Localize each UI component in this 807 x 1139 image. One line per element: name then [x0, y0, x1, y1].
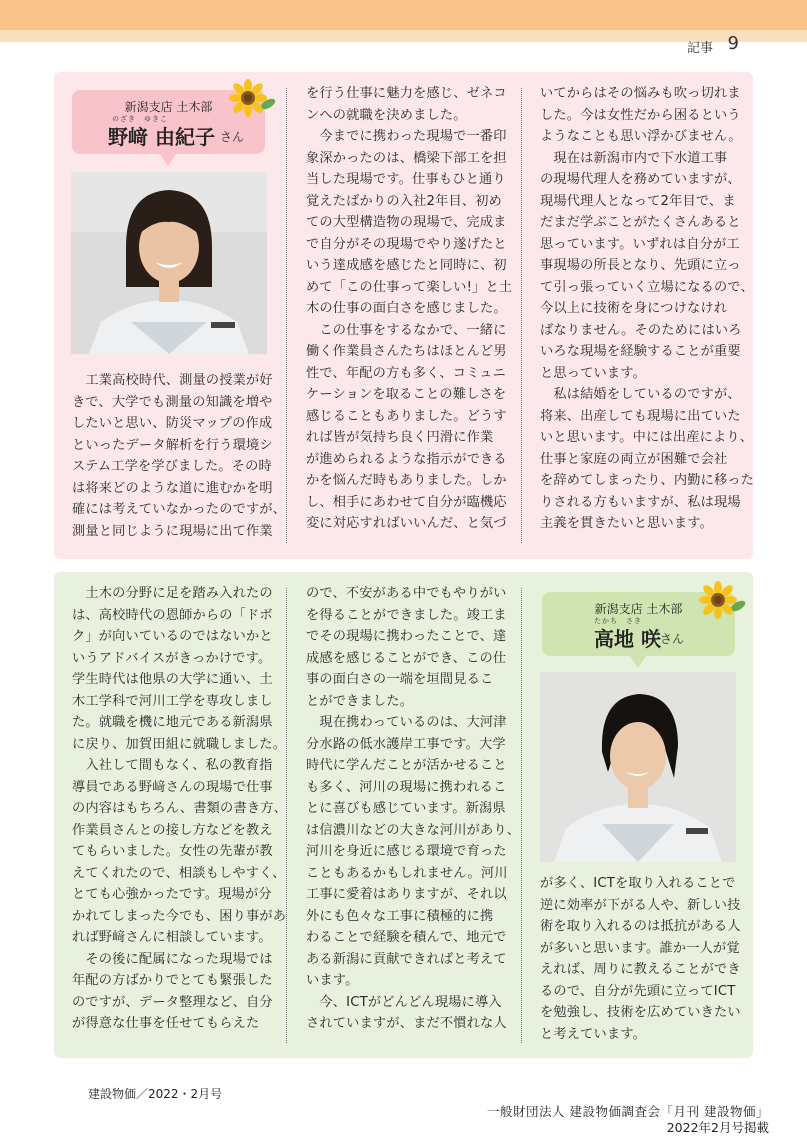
affiliation-1: 新潟支店 土木部 — [124, 100, 213, 114]
footer-publisher: 一般財団法人 建設物価調査会「月刊 建設物価」 — [487, 1104, 769, 1119]
footer-publication: 建設物価／2022・2月号 — [88, 1087, 223, 1101]
column-divider — [521, 88, 522, 543]
article1-column-1: 工業高校時代、測量の授業が好 きで、大学でも測量の知識を増や したいと思い、防災マップの作成 といったデータ解析を行う環境シ ステム工学を学びました。その時 は将来どのような道に進むかを明 確には考えていなかったのですが、 測量と同じように現場に出て作業 — [72, 373, 287, 539]
sunflower-icon — [696, 580, 746, 620]
article1-column-3: いてからはその悩みも吹っ切れま した。今は女性だから困るという ようなことも思い浮かびません。 現在は新潟市内で下水道工事 の現場代理人を務めていますが、 現場代理人となって2年目で、ま だまだ学ぶことがたくさんあると 思っています。いずれは自分が工 事現場の所長となり、先頭に立っ て引っ張っていく立場になるので、 今以上に技術を身につけなけれ ばなりません。そのためにはいろ いろな現場を経験することが重要 と思っています。 私は結婚をしているのですが、 将来、出産しても現場に出ていた いと思います。中には出産により、 仕事と家庭の両立が困難で会社 を辞めてしまったり、内勤に移った りされる方もいますが、私は現場 主義を貫きたいと思います。 — [540, 86, 755, 531]
article2-column-1: 土木の分野に足を踏み入れたの は、高校時代の恩師からの「ドボ ク」が向いているのではないかと いうアドバイスがきっかけです。 学生時代は他県の大学に通い、土 木工学科で河川工学を専攻しまし た。就職を機に地元である新潟県 に戻り、加賀田組に就職しました。 入社して間もなく、私の教育指 導員である野﨑さんの現場で仕事 の内容はもちろん、書類の書き方、 作業員さんとの接し方などを教え てもらいました。女性の先輩が教 えてくれたので、相談もしやすく、 とても心強かったです。現場が分 かれてしまった今でも、困り事があ れば野﨑さんに相談しています。 その後に配属になった現場では 年配の方ばかりでとても緊張した のですが、データ整理など、自分 が得意な仕事を任せてもらえた — [72, 586, 287, 1031]
top-color-band-light — [0, 30, 807, 42]
name-ruby-1: のざき ゆきこ — [112, 115, 168, 123]
page-number: 9 — [727, 33, 739, 54]
person-name-2: 高地 咲 — [594, 627, 661, 651]
sunflower-icon — [226, 78, 276, 118]
name-ruby-2: たかち さき — [594, 617, 642, 625]
column-divider — [521, 588, 522, 1043]
portrait-photo-1 — [71, 172, 267, 354]
honorific-2: さん — [660, 632, 685, 646]
footer-issue: 2022年2月号掲載 — [666, 1120, 769, 1135]
article2-column-3: が多く、ICTを取り入れることで 逆に効率が下がる人や、新しい技 術を取り入れるのは抵抗がある人 が多いと思います。誰か一人が覚 えれば、周りに教えることができ るので、自分が先頭に立ってICT を勉強し、技術を広めていきたい と考えています。 — [540, 876, 741, 1042]
section-label: 記事 — [686, 41, 713, 56]
nameplate-tail-1 — [160, 154, 176, 166]
portrait-photo-2 — [540, 672, 736, 862]
person-name-1: 野﨑 由紀子 — [108, 125, 215, 149]
top-color-band — [0, 0, 807, 30]
affiliation-2: 新潟支店 土木部 — [594, 602, 683, 616]
article2-column-2: ので、不安がある中でもやりがい を得ることができました。竣工ま でその現場に携わったことで、達 成感を感じることができ、この仕 事の面白さの一端を垣間見るこ とができました。 現在携わっているのは、大河津 分水路の低水護岸工事です。大学 時代に学んだことが活かせること も多く、河川の現場に携われるこ とに喜びも感じています。新潟県 は信濃川などの大きな河川があり、 河川を身近に感じる環境で育った こともあるかもしれません。河川 工事に愛着はありますが、それ以 外にも色々な工事に積極的に携 わることで経験を積んで、地元で ある新潟に貢献できればと考えて います。 今、ICTがどんどん現場に導入 されていますが、まだ不慣れな人 — [306, 586, 521, 1031]
article1-column-2: を行う仕事に魅力を感じ、ゼネコ ンへの就職を決めました。 今までに携わった現場で一番印 象深かったのは、橋梁下部工を担 当した現場です。仕事もひと通り 覚えたばかりの入社2年目、初め ての大型構造物の現場で、完成ま で自分がその現場でやり遂げたと いう達成感を感じたと同時に、初 めて「この仕事って楽しい!」と土 木の仕事の面白さを感じました。 この仕事をするなかで、一緒に 働く作業員さんたちはほとんど男 性で、年配の方も多く、コミュニ ケーションを取ることの難しさを 感じることもありました。どうす れば皆が気持ち良く円滑に作業 が進められるような指示ができる かを悩んだ時もありました。しか し、相手にあわせて自分が臨機応 変に対応すればいいんだ、と気づ — [306, 86, 513, 531]
column-divider — [286, 88, 287, 543]
nameplate-tail-2 — [630, 656, 646, 668]
column-divider — [286, 588, 287, 1043]
honorific-1: さん — [220, 130, 245, 144]
